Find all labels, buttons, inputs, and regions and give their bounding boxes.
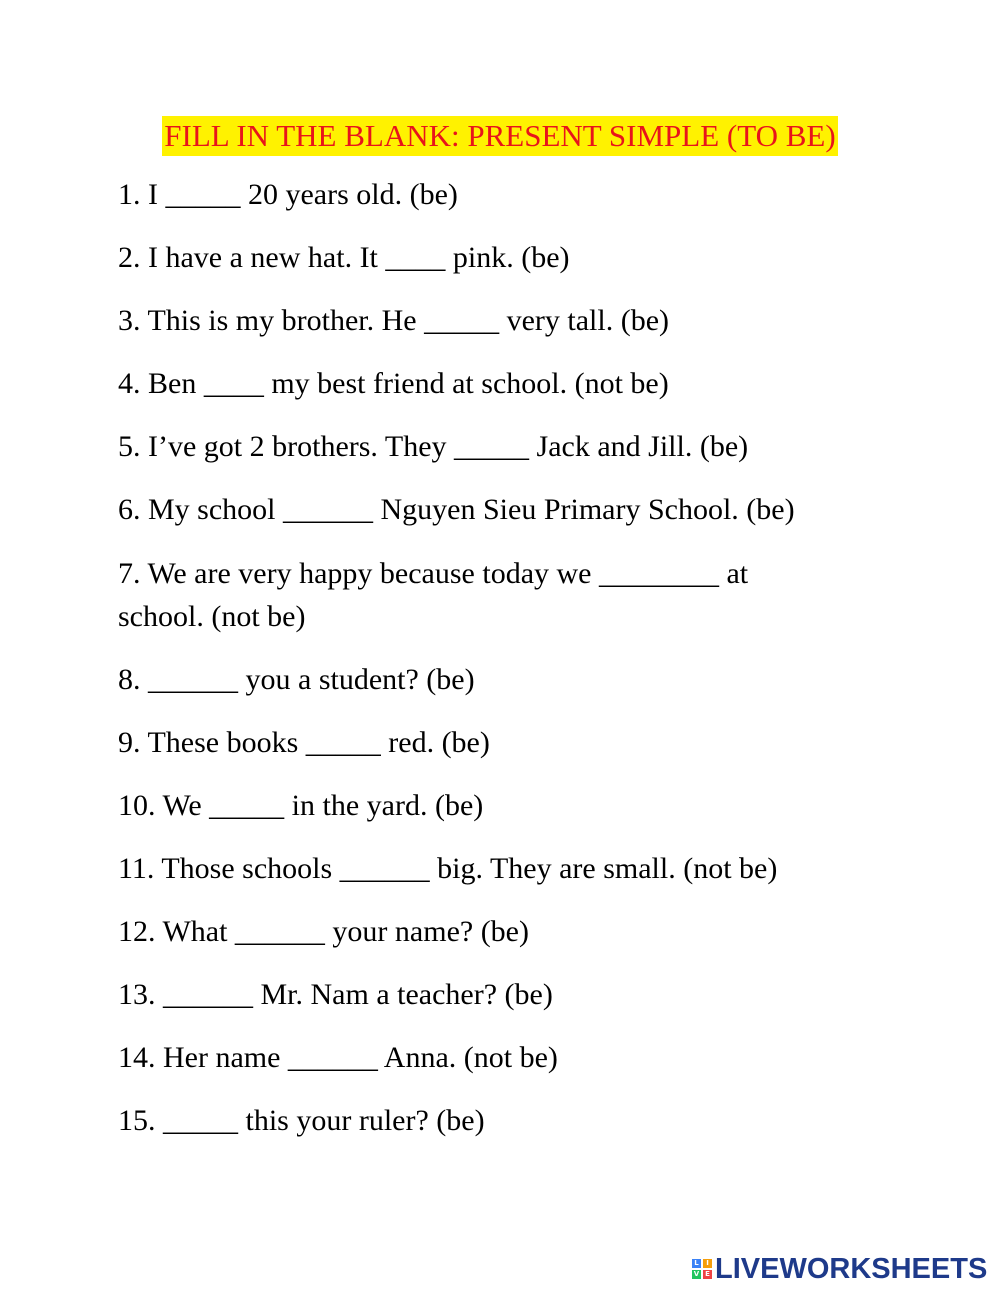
logo-grid-icon bbox=[692, 1259, 712, 1279]
question-14: 14. Her name ______ Anna. (not be) bbox=[118, 1041, 558, 1074]
question-12: 12. What ______ your name? (be) bbox=[118, 915, 529, 948]
question-1: 1. I _____ 20 years old. (be) bbox=[118, 178, 458, 211]
logo-cell: L bbox=[692, 1259, 701, 1268]
question-2: 2. I have a new hat. It ____ pink. (be) bbox=[118, 241, 570, 274]
logo-cell: E bbox=[703, 1270, 712, 1279]
liveworksheets-logo bbox=[692, 1252, 987, 1286]
question-3: 3. This is my brother. He _____ very tall. (be) bbox=[118, 304, 670, 337]
question-15: 15. _____ this your ruler? (be) bbox=[118, 1104, 485, 1137]
logo-cell: I bbox=[703, 1259, 712, 1268]
question-7: 7. We are very happy because today we ________ at school. (not be) bbox=[118, 557, 749, 633]
logo-cell: V bbox=[693, 1270, 700, 1278]
worksheet-title: FILL IN THE BLANK: PRESENT SIMPLE (TO BE) bbox=[162, 116, 837, 156]
question-10: 10. We _____ in the yard. (be) bbox=[118, 789, 484, 822]
question-13: 13. ______ Mr. Nam a teacher? (be) bbox=[118, 978, 553, 1011]
question-4: 4. Ben ____ my best friend at school. (not be) bbox=[118, 367, 669, 400]
question-11: 11. Those schools ______ big. They are small. (not be) bbox=[118, 852, 778, 885]
brand-name: LIVEWORKSHEETS bbox=[715, 1252, 988, 1285]
question-6: 6. My school ______ Nguyen Sieu Primary School. (be) bbox=[118, 493, 795, 526]
question-9: 9. These books _____ red. (be) bbox=[118, 726, 490, 759]
question-8: 8. ______ you a student? (be) bbox=[118, 663, 475, 696]
title-container bbox=[0, 116, 1000, 156]
question-5: 5. I’ve got 2 brothers. They _____ Jack and Jill. (be) bbox=[118, 430, 749, 463]
